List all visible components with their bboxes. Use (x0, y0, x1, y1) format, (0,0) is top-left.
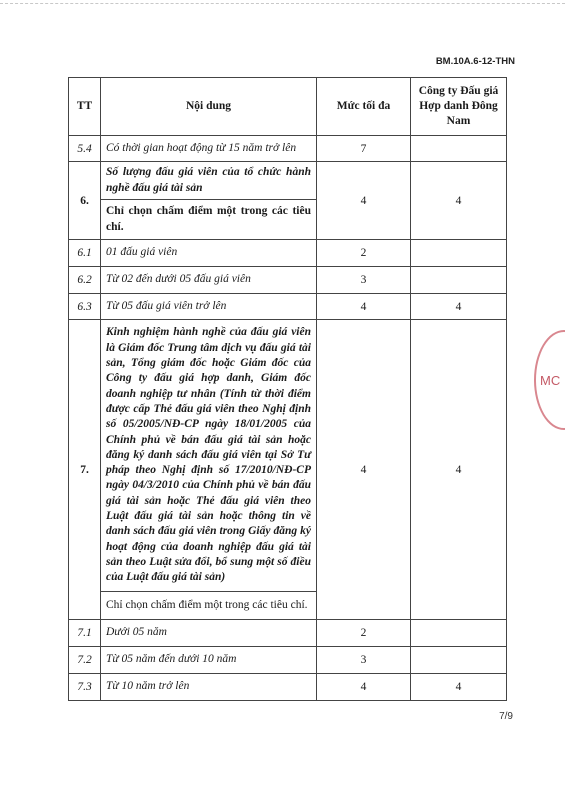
row-max: 2 (317, 620, 411, 647)
row-content: Số lượng đấu giá viên của tổ chức hành nghề đấu giá tài sản (101, 162, 317, 200)
row-max: 2 (317, 240, 411, 267)
row-max: 4 (317, 294, 411, 320)
table-row (69, 294, 507, 320)
row-score (411, 240, 507, 267)
row-max: 4 (317, 320, 411, 620)
row-score (411, 647, 507, 674)
table-header-row (69, 78, 507, 136)
row-score: 4 (411, 162, 507, 240)
form-code: BM.10A.6-12-THN (435, 56, 515, 67)
row-max: 4 (317, 162, 411, 240)
table-row (69, 240, 507, 267)
header-cong-ty: Công ty Đấu giá Hợp danh Đông Nam (411, 78, 507, 136)
row-tt: 6. (69, 162, 101, 240)
row-tt: 6.2 (69, 267, 101, 294)
table-row (69, 620, 507, 647)
row-content: Từ 05 năm đến dưới 10 năm (101, 647, 317, 674)
row-max: 3 (317, 267, 411, 294)
table-row (69, 674, 507, 701)
table-row (69, 320, 507, 592)
row-content: Từ 05 đấu giá viên trở lên (101, 294, 317, 320)
row-tt: 5.4 (69, 136, 101, 162)
row-score (411, 267, 507, 294)
row-tt: 6.3 (69, 294, 101, 320)
row-tt: 7.2 (69, 647, 101, 674)
page-number: 7/9 (499, 711, 513, 722)
row-score (411, 620, 507, 647)
row-note: Chỉ chọn chấm điểm một trong các tiêu chí. (101, 200, 317, 240)
row-max: 7 (317, 136, 411, 162)
table-row (69, 267, 507, 294)
row-score (411, 136, 507, 162)
row-content: 01 đấu giá viên (101, 240, 317, 267)
row-content: Kinh nghiệm hành nghề của đấu giá viên là Giám đốc Trung tâm dịch vụ đấu giá tài sản, Tổng giám đốc hoặc Giám đốc của Công ty đấu giá hợp danh, Giám đốc doanh nghiệp tư nhân (Tính từ thời điểm được cấp Thẻ đấu giá viên theo Nghị định số 05/2005/NĐ-CP ngày 18/01/2005 của Chính phủ về bán đấu giá tài sản hoặc đăng ký danh sách đấu giá viên tại Sở Tư pháp theo Nghị định số 17/2010/NĐ-CP ngày 04/3/2010 của Chính phủ về bán đấu giá tài sản hoặc Thẻ đấu giá viên theo Luật đấu giá tài sản hoặc thông tin về danh sách đấu giá viên trong Giấy đăng ký hoạt động của doanh nghiệp đấu giá tài sản theo Luật sửa đổi, bổ sung một số điều của Luật đấu giá tài sản) (101, 320, 317, 592)
table-row (69, 647, 507, 674)
stamp-text: MC (540, 373, 561, 388)
row-tt: 7. (69, 320, 101, 620)
row-score: 4 (411, 320, 507, 620)
row-content: Dưới 05 năm (101, 620, 317, 647)
row-note: Chỉ chọn chấm điểm một trong các tiêu chí. (101, 592, 317, 620)
table-row (69, 136, 507, 162)
header-muc-toi-da: Mức tối đa (317, 78, 411, 136)
header-tt: TT (69, 78, 101, 136)
row-tt: 7.3 (69, 674, 101, 701)
row-tt: 7.1 (69, 620, 101, 647)
row-score: 4 (411, 674, 507, 701)
row-content: Có thời gian hoạt động từ 15 năm trở lên (101, 136, 317, 162)
row-tt: 6.1 (69, 240, 101, 267)
scoring-table (68, 77, 507, 701)
top-divider (0, 3, 565, 4)
row-score: 4 (411, 294, 507, 320)
row-max: 3 (317, 647, 411, 674)
row-content: Từ 02 đến dưới 05 đấu giá viên (101, 267, 317, 294)
table-row (69, 162, 507, 200)
row-max: 4 (317, 674, 411, 701)
row-content: Từ 10 năm trở lên (101, 674, 317, 701)
header-noi-dung: Nội dung (101, 78, 317, 136)
